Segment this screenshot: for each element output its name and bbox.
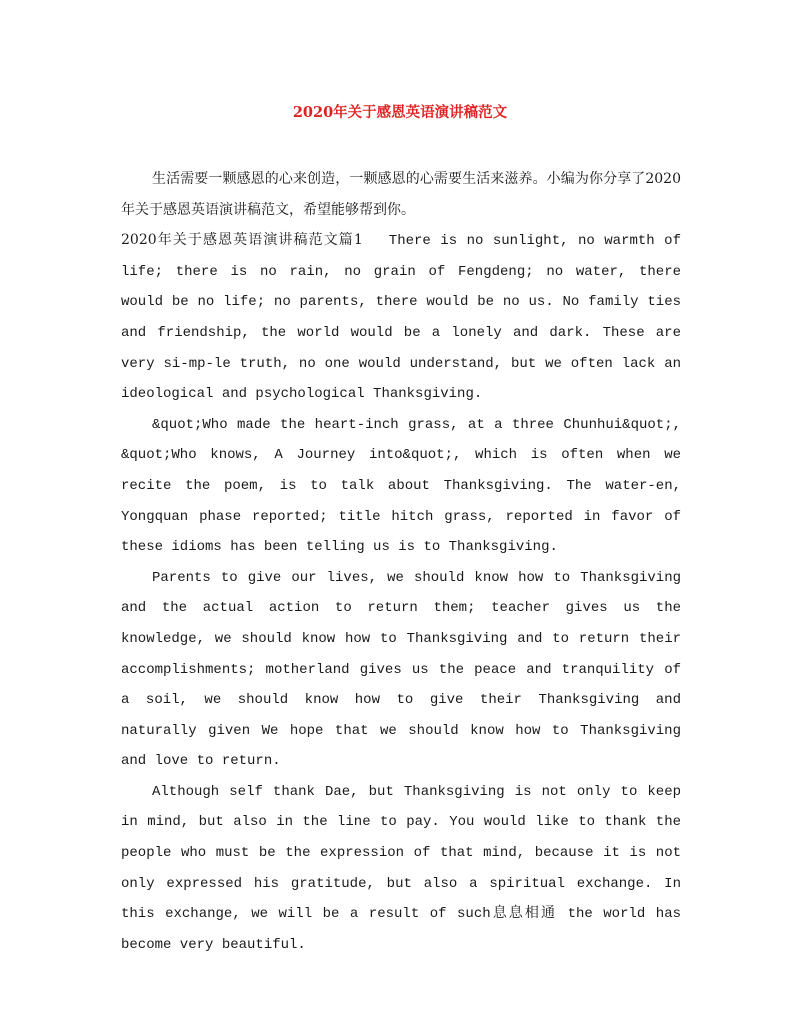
document-title: 2020年关于感恩英语演讲稿范文 bbox=[292, 104, 508, 121]
paragraph-4: Although self thank Dae, but Thanksgiving is not only to keep in mind, but also in the line to pay. You would like to thank the people who must be the expression of that mind, because it is not only expressed his gratitude, but also a spiritual exchange. In this exchange, we will be a result of such息息相通 the world has become very beautiful. bbox=[121, 783, 681, 953]
paragraph-3: Parents to give our lives, we should know how to Thanksgiving and the actual action to return them; teacher gives us the knowledge, we should know how to Thanksgiving and to return their accomplishments; motherland gives us the peace and tranquility of a soil, we should know how to give their Thanksgiving and naturally given We hope that we should know how to Thanksgiving and love to return. bbox=[121, 569, 681, 770]
paragraph-1-text: There is no sunlight, no warmth of life; there is no rain, no grain of Fengdeng; no water, there would be no life; no parents, there would be no us. No family ties and friendship, the world would be a lonely and dark. These are very si-mp-le truth, no one would understand, but we often lack an ideological and psychological Thanksgiving. bbox=[121, 233, 681, 403]
intro-paragraph: 生活需要一颗感恩的心来创造，一颗感恩的心需要生活来滋养。小编为你分享了2020年关于感恩英语演讲稿范文，希望能够帮到你。 bbox=[121, 171, 681, 218]
document-body bbox=[121, 164, 681, 960]
paragraph-2: &quot;Who made the heart-inch grass, at a three Chunhui&quot;, &quot;Who knows, A Journey into&quot;, which is often when we recite the poem, is to talk about Thanksgiving. The water-en, Yongquan phase reported; title hitch grass, reported in favor of these idioms has been telling us is to Thanksgiving. bbox=[121, 416, 681, 556]
first-section-paragraph bbox=[121, 225, 681, 410]
section-heading: 2020年关于感恩英语演讲稿范文篇1 bbox=[121, 232, 363, 249]
